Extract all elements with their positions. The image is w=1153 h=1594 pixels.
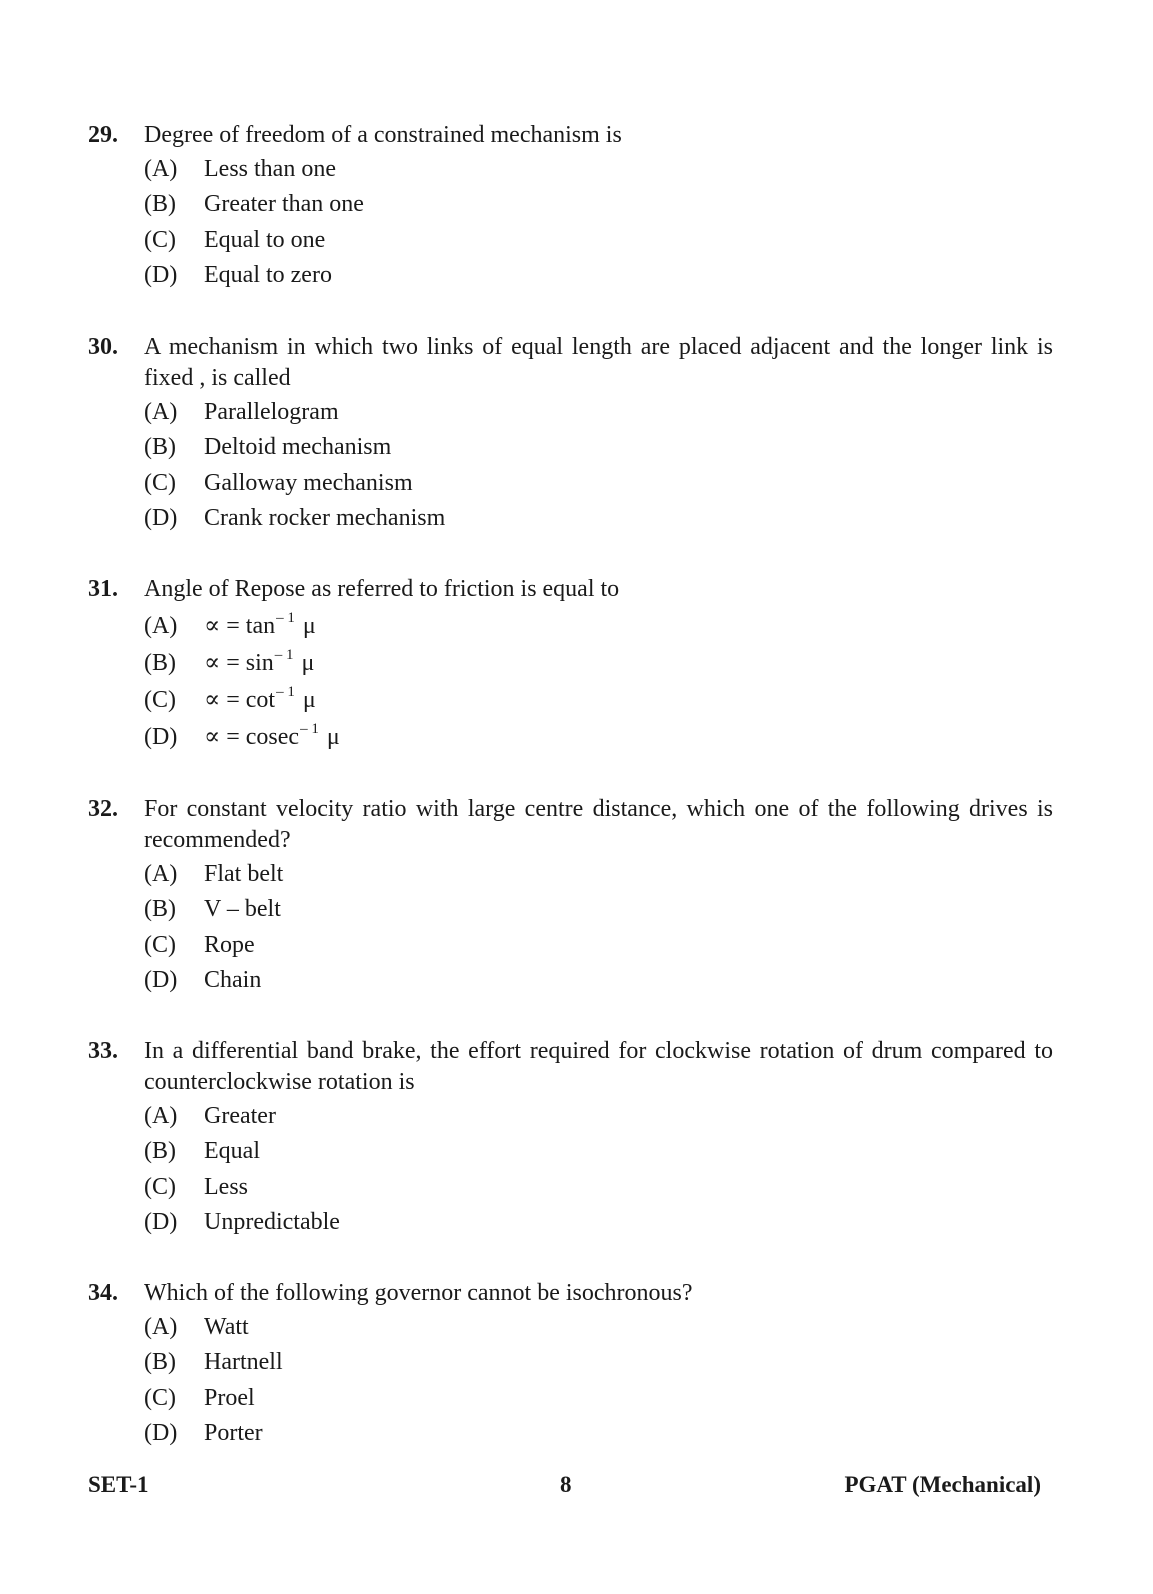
- question-text: In a differential band brake, the effort required for clockwise rotation of drum compared to counterclockwise rotation is: [144, 1038, 1053, 1095]
- option-d: (D) Chain: [144, 966, 262, 993]
- option-b: (B) Equal: [144, 1138, 260, 1165]
- option-a: (A) Flat belt: [144, 861, 284, 887]
- option-a: (A) ∝ = $\tan^{- 1} \mu$: [144, 610, 316, 639]
- formula-base: ∝ = tan: [204, 613, 276, 639]
- formula-exponent: – 1: [276, 684, 295, 700]
- option-a: (A) Watt: [144, 1314, 249, 1340]
- formula-mu: μ: [302, 613, 316, 639]
- options-list: [144, 1312, 1053, 1453]
- option-c: (C) Proel: [144, 1384, 255, 1411]
- formula-mu: μ: [301, 650, 315, 676]
- formula-base: ∝ = cot: [204, 687, 276, 713]
- question-text: Degree of freedom of a constrained mechanism is: [144, 122, 622, 148]
- question-number: 29.: [88, 122, 118, 148]
- option-b: (B) V – belt: [144, 896, 281, 923]
- question-number: 31.: [88, 576, 118, 602]
- option-c: (C) Rope: [144, 931, 255, 958]
- option-b: (B) Deltoid mechanism: [144, 434, 392, 461]
- formula-exponent: – 1: [276, 610, 295, 626]
- option-a: (A) Parallelogram: [144, 399, 339, 425]
- formula-exponent: – 1: [300, 721, 319, 737]
- question-text: For constant velocity ratio with large centre distance, which one of the following drives is recommended?: [144, 796, 1053, 853]
- option-d: (D) Equal to zero: [144, 261, 332, 288]
- question-31: [88, 574, 1053, 759]
- formula-base: ∝ = sin: [204, 650, 274, 676]
- option-a: (A) Less than one: [144, 156, 336, 182]
- options-list: [144, 859, 1053, 1000]
- question-number: 32.: [88, 796, 118, 822]
- question-34: [88, 1278, 1053, 1453]
- formula-mu: μ: [326, 724, 340, 750]
- option-c: (C) Equal to one: [144, 226, 326, 253]
- option-b: (B) Greater than one: [144, 191, 364, 218]
- question-32: [88, 794, 1053, 1000]
- formula-exponent: – 1: [274, 647, 294, 663]
- options-list: [144, 397, 1053, 538]
- footer-page-number: 8: [560, 1472, 572, 1497]
- question-33: [88, 1036, 1053, 1242]
- option-d: (D) Porter: [144, 1419, 263, 1446]
- options-list: [144, 154, 1053, 295]
- option-d: (D) Unpredictable: [144, 1208, 340, 1235]
- question-29: [88, 120, 1053, 295]
- option-a: (A) Greater: [144, 1103, 276, 1129]
- option-c: (C) Less: [144, 1173, 248, 1200]
- option-d: (D) Crank rocker mechanism: [144, 504, 446, 531]
- question-number: 30.: [88, 334, 118, 360]
- options-list: [144, 1101, 1053, 1242]
- question-text: Which of the following governor cannot be isochronous?: [144, 1280, 693, 1306]
- option-b: (B) Hartnell: [144, 1349, 283, 1376]
- formula-mu: μ: [302, 687, 316, 713]
- question-30: [88, 332, 1053, 538]
- options-list: [144, 611, 1053, 759]
- option-d: (D) ∝ = cosec$^{- 1}$ μ: [144, 721, 340, 750]
- option-b: (B) ∝ = $\sin^{- 1} \mu$: [144, 647, 315, 676]
- question-number: 33.: [88, 1038, 118, 1064]
- option-c: (C) Galloway mechanism: [144, 469, 413, 496]
- footer-exam-title: PGAT (Mechanical): [844, 1472, 1041, 1497]
- option-c: (C) ∝ = $\cot^{- 1} \mu$: [144, 684, 316, 713]
- question-number: 34.: [88, 1280, 118, 1306]
- formula-base: ∝ = cosec: [204, 724, 300, 750]
- footer-set-label: SET-1: [88, 1472, 149, 1497]
- question-text: A mechanism in which two links of equal length are placed adjacent and the longer link is fixed , is called: [144, 334, 1053, 391]
- question-text: Angle of Repose as referred to friction is equal to: [144, 576, 620, 602]
